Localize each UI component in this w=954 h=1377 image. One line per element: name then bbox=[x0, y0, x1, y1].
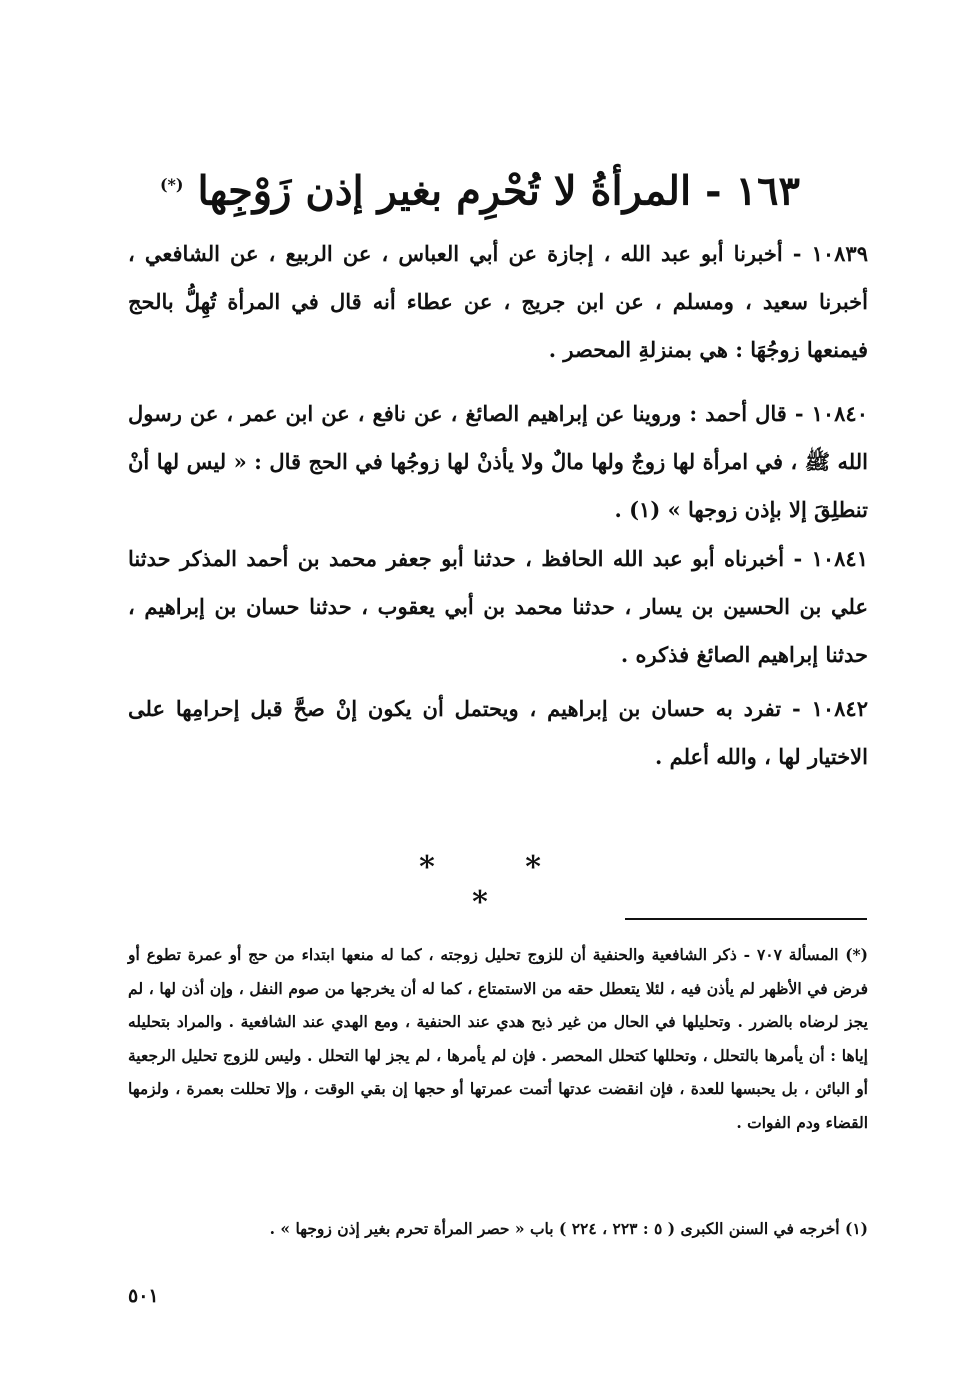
section-separator: * * * bbox=[419, 850, 581, 920]
page-number: ٥٠١ bbox=[128, 1285, 159, 1307]
footnote-1: (١) أخرجه في السنن الكبرى ( ٥ : ٢٢٣ ، ٢٢٤ ) باب « حصر المرأة تحرم بغير إذن زوجها » . bbox=[269, 1219, 868, 1238]
chapter-title-mark: (*) bbox=[159, 175, 184, 194]
paragraph-1840 bbox=[128, 390, 868, 534]
paragraph-text: ١٠٨٤٠ - قال أحمد : وروينا عن إبراهيم الصائغ ، عن نافع ، عن ابن عمر ، عن رسول الله ﷺ ، في امرأة لها زوجٌ ولها مالٌ ولا يأذنْ لها زوجُها في الحج قال : « ليس لها أنْ تنطلِقَ إلا بإذن زوجها » (١) . bbox=[128, 401, 868, 522]
paragraph-text: ١٠٨٣٩ - أخبرنا أبو عبد الله ، إجازة عن أبي العباس ، عن الربيع ، عن الشافعي ، أخبرنا سعيد ، ومسلم ، عن ابن جريج ، عن عطاء أنه قال في المرأة تُهِلُّ بالحج فيمنعها زوجُهَا : هي بمنزلةِ المحصر . bbox=[128, 241, 868, 362]
paragraph-text: ١٠٨٤١ - أخبرناه أبو عبد الله الحافظ ، حدثنا أبو جعفر محمد بن أحمد المذكر حدثنا علي بن الحسين بن يسار ، حدثنا محمد بن أبي يعقوب ، حدثنا حسان بن إبراهيم ، حدثنا إبراهيم الصائغ فذكره . bbox=[128, 546, 868, 667]
paragraph-text: ١٠٨٤٢ - تفرد به حسان بن إبراهيم ، ويحتمل أن يكون إنْ صحَّ قبل إحرامِها على الاختيار لها ، والله أعلم . bbox=[128, 696, 868, 769]
paragraph-1841 bbox=[128, 535, 868, 679]
footnote-rule bbox=[625, 918, 867, 920]
chapter-title bbox=[130, 150, 830, 226]
paragraph-1842 bbox=[128, 685, 868, 781]
paragraph-1839 bbox=[128, 230, 868, 374]
footnote-issue: (*) المسألة ٧٠٧ - ذكر الشافعية والحنفية أن للزوج تحليل زوجته ، كما له منعها ابتداء من حج أو عمرة تطوع أو فرض في الأظهر لم يأذن فيه ، لئلا يتعطل حقه من الاستمتاع ، كما له أن يخرجها من صوم النفل ، وإن أذن لها ، لم يجز لرضاه بالضرر . وتحليلها في الحال من غير ذبح هدي عند الحنفية ، ومع الهدي عند الشافعية . والمراد بتحليله إياها : أن يأمرها بالتحلل ، وتحللها كتحلل المحصر . فإن لم يأمرها ، لم يجز لها التحلل . وليس للزوج تحليل الرجعية أو البائن ، بل يحبسها للعدة ، فإن انقضت عدتها أتمت عمرتها أو حجها إن بقي الوقت ، وإلا تحللت بعمرة ، ولزمها القضاء ودم الفوات . bbox=[128, 945, 869, 1132]
chapter-title-text: ١٦٣ - المرأةُ لا تُحْرِم بغير إذن زَوْجِها bbox=[197, 167, 800, 215]
